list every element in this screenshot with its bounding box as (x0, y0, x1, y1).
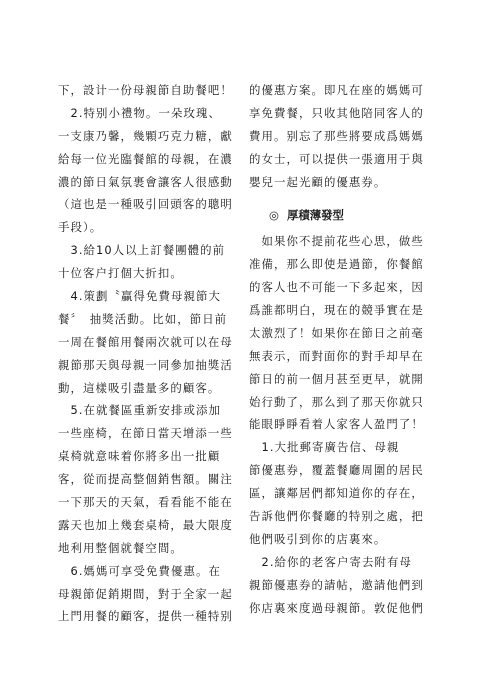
text-line: 費用。别忘了那些將要成爲媽媽 (249, 128, 424, 143)
text-line: 2.特别小禮物。一朵玫瑰、 (58, 105, 221, 120)
right-text-column (249, 79, 429, 619)
text-line: 的女士，可以提供一張適用于與 (249, 151, 424, 166)
text-line: 1.大批郵寄廣告信、母親 (249, 440, 400, 455)
text-line: 始行動了，那么到了那天你就只 (249, 394, 424, 409)
text-line: 母親節促銷期間，對于全家一起 (58, 586, 233, 601)
text-line: 十位客户打個大折扣。 (58, 266, 183, 281)
text-line: 節優惠券，覆蓋餐廳周圍的居民 (249, 463, 424, 478)
text-line: 3.給10人以上訂餐團體的前 (58, 243, 226, 258)
text-line: 下，設计一份母親節自助餐吧！ (58, 83, 233, 97)
double-circle-icon: ◎ (269, 208, 279, 223)
text-line: 動，這樣吸引盡量多的顧客。 (58, 380, 221, 395)
text-line: 一些座椅，在節日當天增添一些 (58, 426, 233, 441)
text-line: 給每一位光臨餐館的母親，在濃 (58, 151, 233, 166)
text-line: 地利用整個就餐空間。 (58, 540, 183, 555)
text-line: 客，從而提高整個銷售額。關注 (58, 472, 233, 487)
text-line: 爲誰都明白，現在的競爭實在是 (249, 303, 424, 318)
text-line: 享免費餐，只收其他陪同客人的 (249, 105, 424, 120)
section-heading-text: 厚積薄發型 (286, 208, 344, 223)
text-line: 一支康乃馨，幾顆巧克力糖，獻 (58, 128, 233, 143)
text-line: 餐〞 抽獎活動。比如，節日前 (58, 311, 228, 326)
text-line: 告訴他們你餐廳的特别之處，把 (249, 509, 424, 524)
text-line: 親節那天與母親一同參加抽獎活 (58, 357, 233, 372)
text-line: 你店裏來度過母親節。敦促他們 (249, 600, 424, 615)
text-line: 一下那天的天氣，看看能不能在 (58, 495, 233, 510)
text-line: 准備，那么即使是過節，你餐館 (249, 257, 424, 272)
text-line: 節日的前一個月甚至更早，就開 (249, 371, 424, 386)
text-line: 親節優惠券的請帖，邀請他們到 (249, 577, 424, 592)
text-line: 能眼睜睜看着人家客人盈門了！ (249, 417, 424, 432)
text-line: 如果你不提前花些心思，做些 (249, 234, 424, 249)
text-line: 5.在就餐區重新安排或添加 (58, 403, 221, 418)
text-line: 無表示，而對面你的對手却早在 (249, 348, 424, 363)
text-line: 6.媽媽可享受免費優惠。在 (58, 563, 221, 578)
section-heading (249, 204, 429, 227)
text-line: 手段）。 (58, 220, 103, 235)
text-line: 一周在餐館用餐兩次就可以在母 (58, 334, 233, 349)
left-text-column (58, 79, 238, 628)
text-line: 嬰兒一起光顧的優惠券。 (249, 174, 387, 189)
text-line: 太激烈了！如果你在節日之前毫 (249, 325, 424, 340)
text-line: 露天也加上幾套桌椅，最大限度 (58, 517, 233, 532)
text-line: 他們吸引到你的店裏來。 (249, 531, 387, 546)
text-line: （這也是一種吸引回頭客的聰明 (58, 197, 233, 212)
text-line: 的優惠方案。即凡在座的媽媽可 (249, 83, 424, 97)
text-line: 區，讓鄰居們都知道你的存在， (249, 486, 424, 501)
text-line: 桌椅就意味着你將多出一批顧 (58, 449, 221, 464)
text-line: 上門用餐的顧客，提供一種特别 (58, 609, 233, 624)
text-line: 濃的節日氣氛裹會讓客人很感動 (58, 174, 233, 189)
text-line: 2.給你的老客户寄去附有母 (249, 554, 412, 569)
text-line: 的客人也不可能一下多起來，因 (249, 280, 424, 295)
text-line: 4.策劃〝贏得免費母親節大 (58, 289, 221, 304)
